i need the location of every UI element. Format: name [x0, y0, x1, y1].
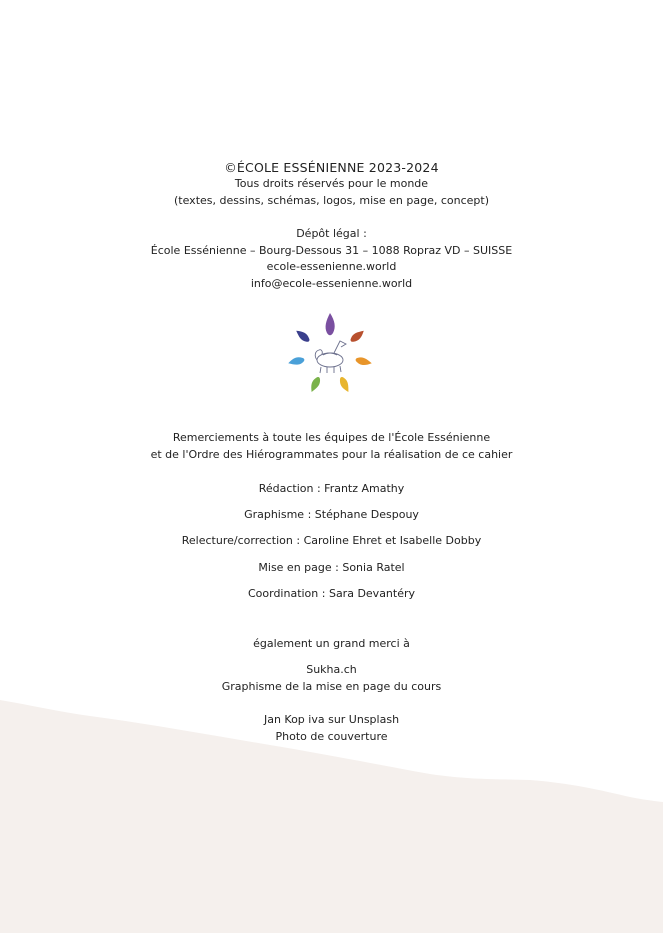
extra-thanks-heading: également un grand merci à: [253, 637, 410, 650]
flame-right: [355, 356, 373, 367]
copyright-title: ©ÉCOLE ESSÉNIENNE 2023-2024: [224, 160, 439, 175]
sukha-role: Graphisme de la mise en page du cours: [221, 679, 442, 693]
photo-credit: [0, 712, 663, 745]
credit-coordination: Coordination : Sara Devantéry: [247, 587, 416, 600]
legal-address: École Essénienne – Bourg-Dessous 31 – 1088 Ropraz VD – SUISSE: [150, 243, 513, 257]
sukha-credit: [0, 662, 663, 695]
lamb-icon: [315, 341, 346, 373]
seven-flames-emblem-icon: [286, 311, 374, 397]
website-link[interactable]: ecole-essenienne.world: [266, 260, 397, 273]
legal-heading: Dépôt légal :: [296, 227, 367, 240]
flame-left: [287, 356, 305, 367]
credit-relecture: Relecture/correction : Caroline Ehret et Isabelle Dobby: [181, 534, 482, 547]
copyright-block: [0, 159, 663, 209]
credit-redaction: Rédaction : Frantz Amathy: [258, 482, 405, 495]
thanks-line-2: et de l'Ordre des Hiérogrammates pour la réalisation de ce cahier: [150, 447, 513, 461]
credit-mise-en-page: Mise en page : Sonia Ratel: [258, 561, 405, 574]
thanks-line-1: Remerciements à toute les équipes de l'École Essénienne: [172, 431, 491, 444]
sukha-name: Sukha.ch: [306, 663, 357, 676]
flame-lower-left: [308, 376, 322, 394]
flame-upper-right: [349, 328, 366, 344]
rights-text: Tous droits réservés pour le monde: [234, 177, 429, 190]
email-link[interactable]: info@ecole-essenienne.world: [250, 276, 413, 290]
photo-name: Jan Kop iva sur Unsplash: [263, 713, 400, 726]
legal-block: [0, 226, 663, 292]
rights-scope: (textes, dessins, schémas, logos, mise en page, concept): [174, 193, 489, 207]
flame-top: [326, 313, 335, 335]
flame-upper-left: [294, 328, 311, 344]
thanks-block: [0, 430, 663, 463]
photo-role: Photo de couverture: [275, 729, 388, 743]
credit-graphisme: Graphisme : Stéphane Despouy: [244, 508, 419, 521]
flame-lower-right: [338, 376, 352, 394]
